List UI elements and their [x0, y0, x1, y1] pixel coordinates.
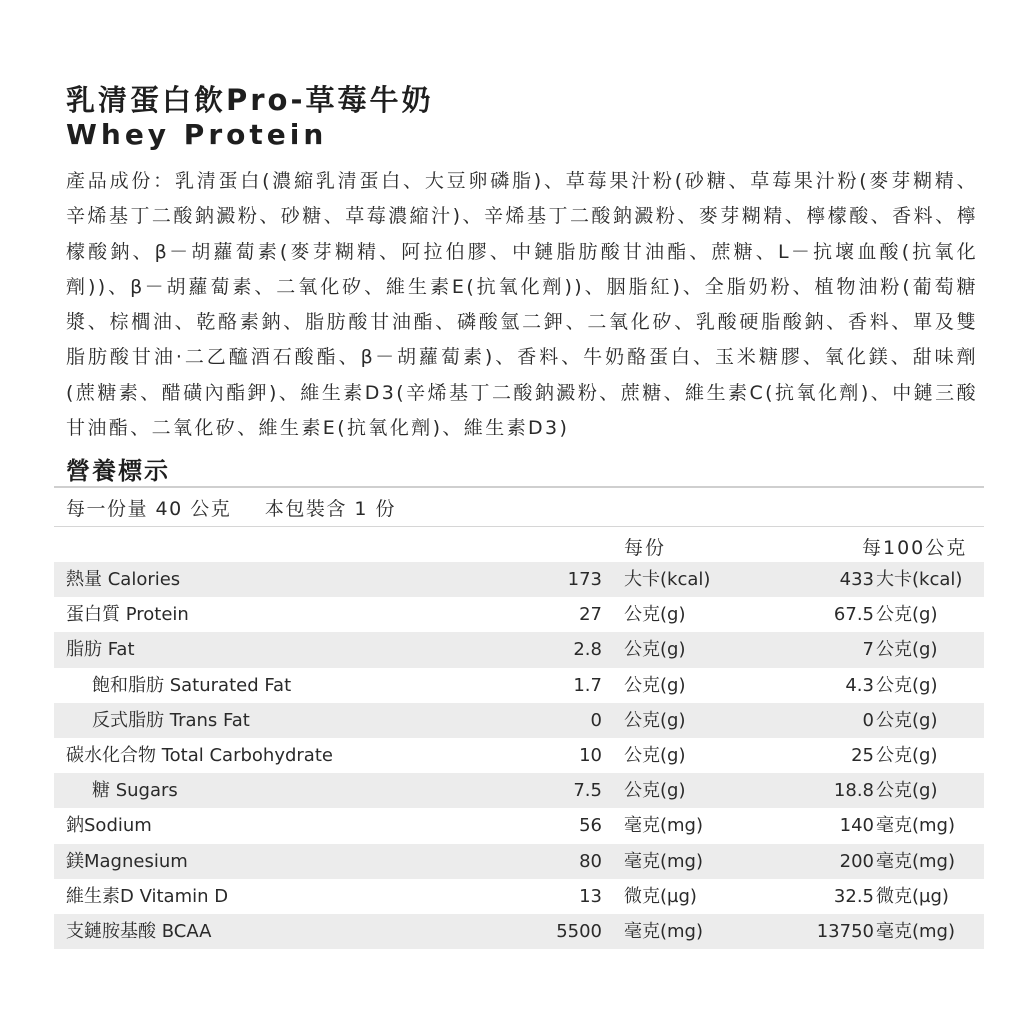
per-100g-unit: 公克(g) [876, 709, 938, 731]
table-row [54, 808, 984, 843]
col-head-per-100g: 每100公克 [862, 537, 968, 559]
per-serving-unit: 公克(g) [624, 744, 686, 766]
per-100g-unit: 公克(g) [876, 744, 938, 766]
table-row [54, 703, 984, 738]
per-100g-value: 18.8 [833, 780, 874, 802]
per-serving-value: 1.7 [573, 674, 602, 696]
per-100g-value: 200 [839, 850, 874, 872]
nutrient-name: 熱量 Calories [66, 569, 181, 590]
per-100g-unit: 微克(µg) [876, 885, 949, 907]
per-serving-unit: 公克(g) [624, 639, 686, 661]
per-100g-value: 25 [851, 744, 874, 766]
per-100g-value: 140 [839, 815, 874, 837]
per-serving-value: 56 [579, 815, 602, 837]
per-100g-value: 67.5 [833, 604, 874, 626]
nutrition-heading: 營養標示 [66, 457, 170, 485]
per-serving-unit: 毫克(mg) [624, 850, 704, 872]
nutrition-table [54, 562, 984, 949]
table-row [54, 879, 984, 914]
per-100g-unit: 公克(g) [876, 604, 938, 626]
table-row [54, 773, 984, 808]
per-serving-unit: 公克(g) [624, 674, 686, 696]
per-serving-value: 2.8 [573, 639, 602, 661]
servings-per-pack: 本包裝含 1 份 [264, 498, 396, 520]
divider [54, 526, 984, 527]
per-100g-unit: 毫克(mg) [876, 815, 956, 837]
table-row [54, 844, 984, 879]
nutrient-name: 反式脂肪 Trans Fat [92, 709, 250, 731]
per-100g-unit: 公克(g) [876, 780, 938, 802]
per-serving-unit: 公克(g) [624, 709, 686, 731]
nutrient-name: 飽和脂肪 Saturated Fat [92, 674, 292, 696]
per-serving-unit: 大卡(kcal) [624, 569, 711, 590]
per-100g-unit: 公克(g) [876, 674, 938, 696]
table-row [54, 632, 984, 667]
per-100g-value: 7 [862, 639, 874, 661]
divider [54, 486, 984, 488]
per-100g-unit: 毫克(mg) [876, 920, 956, 942]
per-serving-value: 5500 [556, 920, 602, 942]
table-row [54, 597, 984, 632]
per-100g-value: 0 [862, 709, 874, 731]
per-serving-value: 13 [579, 885, 602, 907]
nutrient-name: 鎂Magnesium [66, 850, 188, 872]
per-serving-value: 80 [579, 850, 602, 872]
per-serving-value: 0 [590, 709, 602, 731]
per-serving-unit: 公克(g) [624, 780, 686, 802]
per-serving-unit: 公克(g) [624, 604, 686, 626]
nutrient-name: 脂肪 Fat [66, 639, 135, 661]
product-title-zh: 乳清蛋白飲Pro-草莓牛奶 [66, 83, 434, 117]
nutrient-name: 蛋白質 Protein [66, 604, 189, 626]
per-serving-value: 10 [579, 744, 602, 766]
per-100g-unit: 毫克(mg) [876, 850, 956, 872]
per-serving-value: 173 [567, 569, 602, 590]
per-100g-value: 433 [839, 569, 874, 590]
per-100g-value: 13750 [816, 920, 874, 942]
per-100g-value: 32.5 [833, 885, 874, 907]
nutrient-name: 支鏈胺基酸 BCAA [66, 920, 212, 942]
per-100g-unit: 公克(g) [876, 639, 938, 661]
nutrient-name: 鈉Sodium [66, 815, 152, 837]
nutrient-name: 維生素D Vitamin D [66, 885, 229, 907]
table-row [54, 738, 984, 773]
ingredients-text: 產品成份：乳清蛋白(濃縮乳清蛋白、大豆卵磷脂)、草莓果汁粉(砂糖、草莓果汁粉(麥芽糊精、辛烯基丁二酸鈉澱粉、砂糖、草莓濃縮汁)、辛烯基丁二酸鈉澱粉、麥芽糊精、檸檬酸、香料、檸檬酸鈉、β－胡蘿蔔素(麥芽糊精、阿拉伯膠、中鏈脂肪酸甘油酯、蔗糖、L－抗壞血酸(抗氧化劑))、β－胡蘿蔔素、二氧化矽、維生素E(抗氧化劑))、胭脂紅)、全脂奶粉、植物油粉(葡萄糖漿、棕櫚油、乾酪素鈉、脂肪酸甘油酯、磷酸氫二鉀、二氧化矽、乳酸硬脂酸鈉、香料、單及雙脂肪酸甘油·二乙醯酒石酸酯、β－胡蘿蔔素)、香料、牛奶酪蛋白、玉米糖膠、氧化鎂、甜味劑(蔗糖素、醋磺內酯鉀)、維生素D3(辛烯基丁二酸鈉澱粉、蔗糖、維生素C(抗氧化劑)、中鏈三酸甘油酯、二氧化矽、維生素E(抗氧化劑)、維生素D3) [66, 170, 978, 440]
col-head-per-serving: 每份 [624, 537, 667, 559]
per-serving-unit: 毫克(mg) [624, 815, 704, 837]
product-title-en: Whey Protein [66, 118, 328, 151]
per-100g-value: 4.3 [845, 674, 874, 696]
per-100g-unit: 大卡(kcal) [876, 569, 963, 590]
per-serving-value: 7.5 [573, 780, 602, 802]
serving-info [66, 494, 422, 521]
table-row [54, 668, 984, 703]
per-serving-unit: 微克(µg) [624, 885, 697, 907]
per-serving-unit: 毫克(mg) [624, 920, 704, 942]
nutrient-name: 碳水化合物 Total Carbohydrate [66, 744, 333, 766]
table-row [54, 562, 984, 597]
per-serving-value: 27 [579, 604, 602, 626]
table-row [54, 914, 984, 949]
nutrient-name: 糖 Sugars [92, 780, 178, 802]
serving-size: 每一份量 40 公克 [66, 498, 232, 520]
